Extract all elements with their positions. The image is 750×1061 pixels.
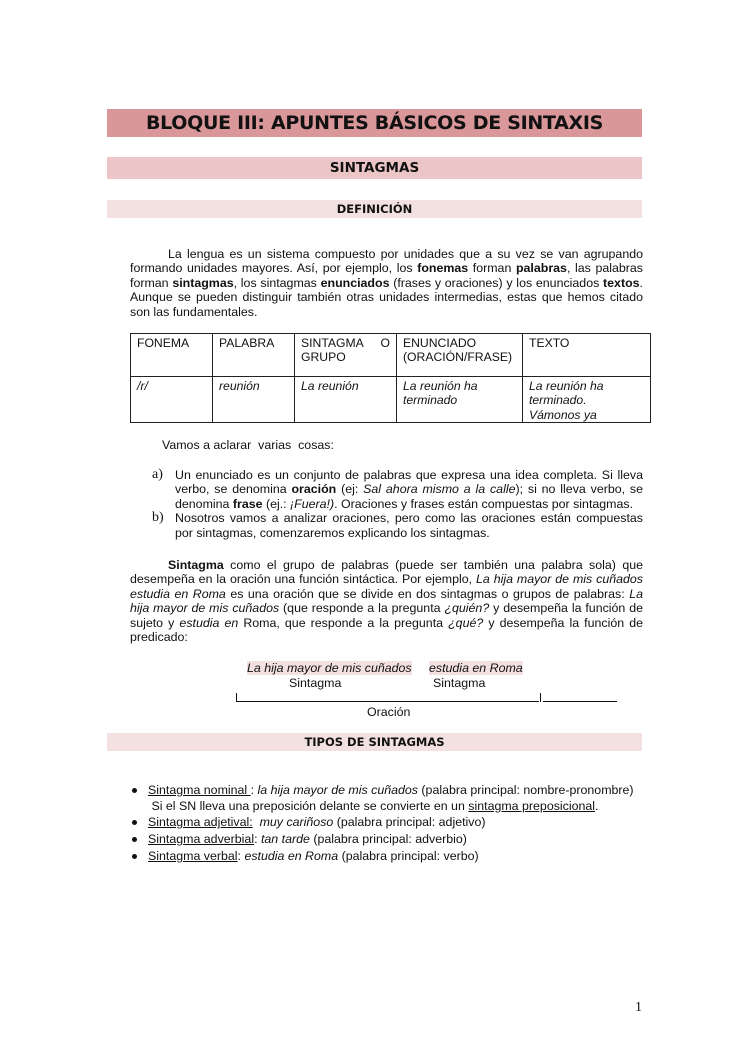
text: como el grupo de palabras (puede ser también una palabra sola) que desempeña en la oración una función sintáctica. Por ejemplo, [130,558,643,587]
header-palabra: PALABRA [213,334,295,377]
text: ); si no lleva verbo, se denomina [175,482,643,511]
question-text: ¿quién? [444,601,490,616]
text: , los sintagmas [233,275,321,290]
header-sintagma [295,334,397,377]
subsection-definition-title: DEFINICIÓN [107,200,642,218]
text: (que responde a la pregunta [279,601,445,616]
term-sintagma-preposicional: sintagma preposicional [468,799,596,813]
type-example: muy cariñoso [259,815,334,829]
type-extra [148,799,660,814]
bullet-icon [132,820,137,825]
example-text: La hija mayor de mis cuñados estudia en Roma [130,572,644,601]
text: Nosotros vamos a analizar oraciones, pero como las oraciones están compuestas por sintagmas, comenzaremos explicando los sintagmas. [175,511,643,540]
text: y desempeña la función de predicado: [130,615,643,645]
list-item [152,468,643,511]
type-name: Sintagma nominal [148,783,251,797]
question-text: ¿qué? [448,615,484,630]
separator: : [237,849,245,863]
text: (ej: [336,482,364,497]
type-note: (palabra principal: adverbio) [309,832,467,846]
cell-texto [523,377,651,423]
separator [253,815,260,829]
cell-palabra: reunión [213,377,295,423]
term-enunciados: enunciados [320,275,390,290]
term-frase: frase [232,496,263,511]
list-item [130,782,660,814]
term-textos: textos [603,275,640,290]
text: . [595,799,599,813]
example-text: Sal ahora mismo a la calle [363,482,516,497]
type-note: (palabra principal: adjetivo) [333,815,486,829]
type-name: Sintagma adjetival: [148,815,253,829]
sentence-label: Oración [367,705,411,719]
text: (ej.: [262,496,291,511]
term-sintagmas: sintagmas [172,275,234,290]
example-text: La hija mayor de mis cuñados [130,586,643,616]
bracket-tick-right [540,693,541,702]
list-item [152,511,643,540]
text: (frases y oraciones) y los enunciados [389,275,604,290]
type-name: Sintagma adverbial [148,832,255,846]
example-text: estudia en [179,615,239,630]
cell-enunciado: La reunión ha terminado [397,377,523,423]
bullet-icon [132,788,137,793]
header-grupo-word: GRUPO [301,350,346,365]
header-o-word: O [380,336,390,350]
type-note: (palabra principal: verbo) [338,849,479,863]
list-marker-b: b) [152,510,164,526]
text: . Aunque se pueden distinguir también otras unidades intermedias, estas que hemos citado son las fundamentales. [130,275,643,319]
sintagma-types-list [130,782,660,865]
text: La lengua es un sistema compuesto por unidades que a su vez se van agrupando formando unidades mayores. Así, por ejemplo, los [130,247,643,276]
text: , las palabras forman [130,261,643,290]
text: es una oración que se divide en dos sintagmas o grupos de palabras: [225,586,630,601]
subject-label: Sintagma [289,676,342,690]
text: Si el SN lleva una preposición delante se convierte en un [148,799,469,813]
type-example: estudia en Roma [244,849,339,863]
cell-texto-line1: La reunión ha terminado. [529,379,604,408]
text: Roma, que responde a la pregunta [238,615,449,630]
term-palabras: palabras [515,261,567,276]
units-table [130,333,651,423]
term-sintagma: Sintagma [168,558,224,572]
bracket-line-tail [543,701,617,702]
text: forman [468,261,516,276]
header-enunciado [397,334,523,377]
type-note: (palabra principal: nombre-pronombre) [417,783,634,797]
predicate-label: Sintagma [433,676,486,690]
type-example: tan tarde [260,832,310,846]
bracket-tick-left [236,693,237,702]
clarifications-list [152,468,643,540]
predicate-phrase: estudia en Roma [429,661,523,675]
intro-paragraph [130,247,643,319]
text: Un enunciado es un conjunto de palabras que expresa una idea completa. Si lleva verbo, se denomina [175,468,643,497]
text: . Oraciones y frases están compuestas por sintagmas. [334,496,634,511]
header-fonema: FONEMA [131,334,213,377]
subsection-types-title: TIPOS DE SINTAGMAS [107,733,642,751]
cell-sintagma: La reunión [295,377,397,423]
header-oracion-frase: (ORACIÓN/FRASE) [403,350,513,365]
term-oracion: oración [291,482,337,497]
table-row [131,377,651,423]
cell-texto-line2: Vámonos ya [529,407,597,422]
text: y desempeña la función de sujeto y [130,601,643,630]
list-marker-a: a) [152,467,163,482]
header-sintagma-word: SINTAGMA [301,336,364,350]
type-name: Sintagma verbal [148,849,238,863]
type-example: la hija mayor de mis cuñados [257,783,418,797]
clarify-intro: Vamos a aclarar varias cosas: [162,438,334,452]
bracket-line [237,701,539,702]
bullet-icon [132,837,137,842]
section-title: SINTAGMAS [107,157,642,179]
list-item [130,814,660,831]
example-text: ¡Fuera!) [290,496,335,511]
subject-phrase: La hija mayor de mis cuñados [247,661,412,675]
table-header-row [131,334,651,377]
term-fonemas: fonemas [417,261,469,276]
list-item [130,831,660,848]
list-item [130,848,660,865]
cell-fonema: /r/ [131,377,213,423]
page-number: 1 [635,1000,642,1015]
separator: : [254,832,261,846]
header-enunciado-word: ENUNCIADO [403,336,477,350]
sintagma-definition-paragraph [130,558,643,644]
separator: : [250,783,258,797]
bullet-icon [132,854,137,859]
block-title: BLOQUE III: APUNTES BÁSICOS DE SINTAXIS [107,109,642,137]
header-texto: TEXTO [523,334,651,377]
